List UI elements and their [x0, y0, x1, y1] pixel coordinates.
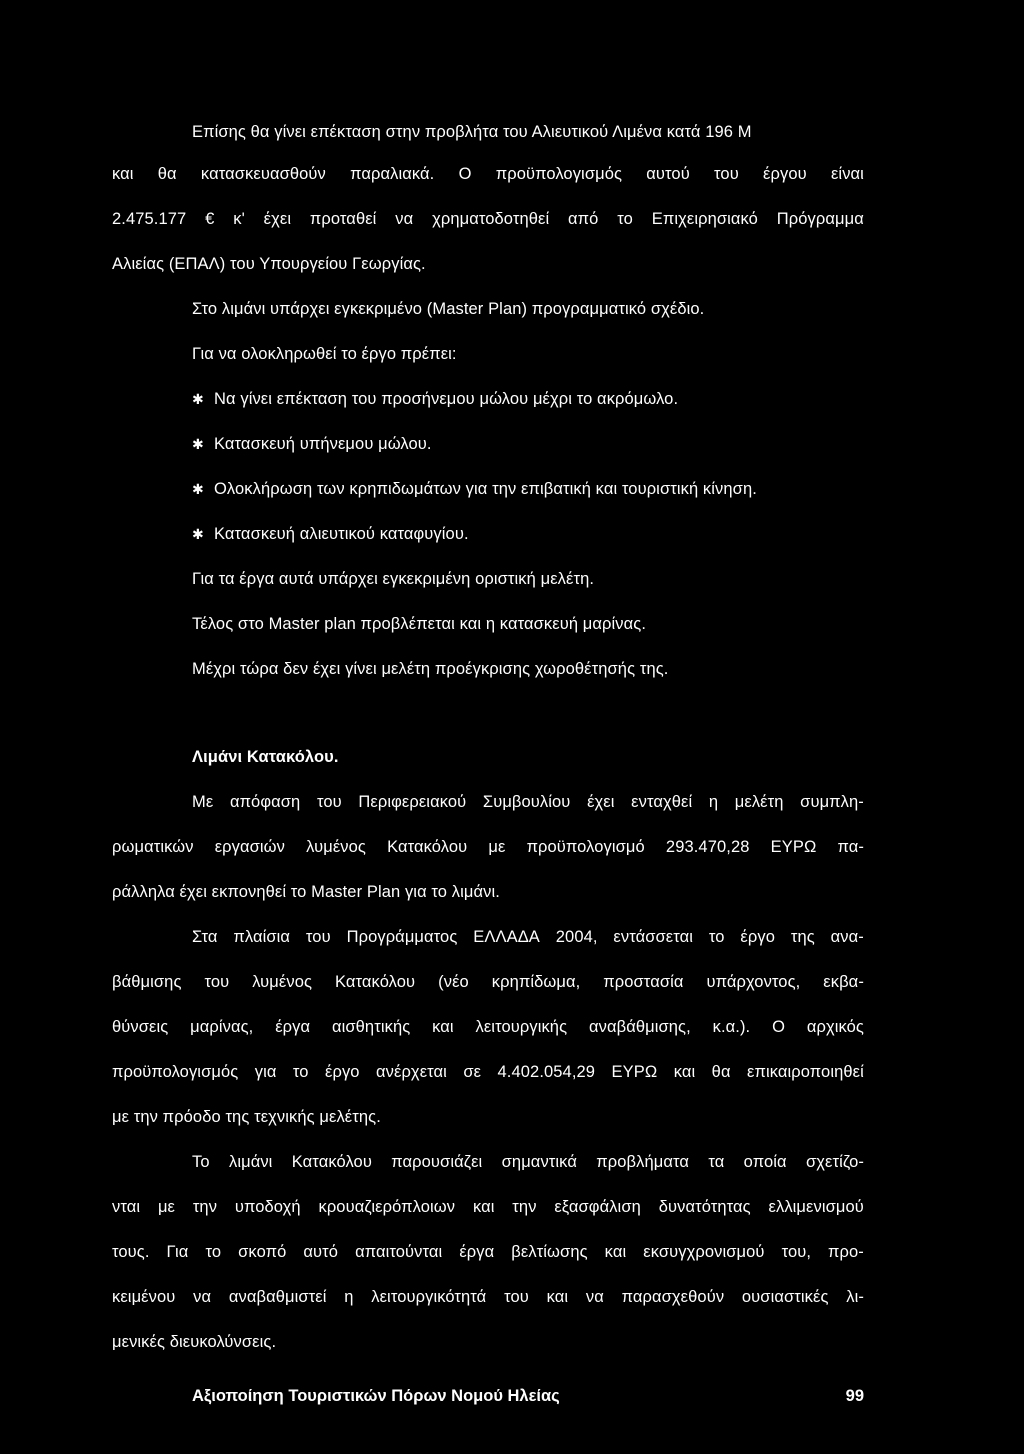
word: έχει: [263, 210, 292, 228]
word: Το: [192, 1153, 210, 1171]
word: απόφαση: [229, 793, 301, 811]
word: μελέτη: [734, 793, 784, 811]
word: Με: [192, 793, 214, 811]
word: η: [344, 1288, 354, 1306]
word: θα: [711, 1063, 731, 1081]
word: ουσιαστικές: [741, 1288, 829, 1306]
paragraph3-line3: [112, 1017, 864, 1037]
bullet-text: Να γίνει επέκταση του προσήνεμου μώλου μέχρι το ακρόμωλο.: [214, 390, 679, 408]
word: και: [432, 1018, 454, 1036]
study-note: Για τα έργα αυτά υπάρχει εγκεκριμένη οριστική μελέτη.: [192, 570, 595, 588]
word: Πρόγραμμα: [776, 210, 864, 228]
paragraph3-line2: [112, 972, 864, 992]
word: 293.470,28: [665, 838, 750, 856]
word: θύνσεις: [112, 1018, 169, 1036]
paragraph1-line4: Αλιείας (ΕΠΑΛ) του Υπουργείου Γεωργίας.: [112, 255, 426, 273]
word: ΕΥΡΩ: [611, 1063, 658, 1081]
asterisk-bullet-icon: ✱: [192, 391, 204, 407]
word: την: [512, 1198, 537, 1216]
word: προβλήματα: [596, 1153, 690, 1171]
paragraph3-line1: [192, 927, 864, 947]
word: την: [192, 1198, 218, 1216]
word: σκοπό: [238, 1243, 287, 1261]
paragraph4-line3: [112, 1242, 864, 1262]
word: βελτίωσης: [511, 1243, 588, 1261]
word: του: [504, 1288, 529, 1306]
word: Στα: [192, 928, 218, 946]
word: το: [708, 928, 725, 946]
word: 2004,: [555, 928, 598, 946]
word: προταθεί: [309, 210, 377, 228]
word: αισθητικής: [331, 1018, 411, 1036]
word: με: [488, 838, 506, 856]
paragraph4-line4: [112, 1287, 864, 1307]
word: αναβάθμισης,: [588, 1018, 691, 1036]
word: ενταχθεί: [631, 793, 693, 811]
word: εξασφάλιση: [554, 1198, 641, 1216]
word: αυτού: [646, 165, 690, 183]
word: και: [472, 1198, 495, 1216]
word: να: [193, 1288, 212, 1306]
word: ΕΥΡΩ: [770, 838, 817, 856]
section-heading: Λιμάνι Κατακόλου.: [192, 748, 339, 766]
word: του: [714, 165, 739, 183]
word: νται: [112, 1198, 141, 1216]
word: θα: [157, 165, 177, 183]
siting-note: Μέχρι τώρα δεν έχει γίνει μελέτη προέγκρισης χωροθέτησής της.: [192, 660, 669, 678]
word: κρουαζιερόπλοιων: [318, 1198, 456, 1216]
word: ανα-: [830, 928, 864, 946]
word: λειτουργικότητά: [371, 1288, 487, 1306]
word: του,: [781, 1243, 812, 1261]
paragraph2-line3: ράλληλα έχει εκπονηθεί το Master Plan για το λιμάνι.: [112, 883, 500, 901]
master-plan-text: Στο λιμάνι υπάρχει εγκεκριμένο (Master Plan) προγραμματικό σχέδιο.: [192, 300, 705, 318]
word: η: [708, 793, 719, 811]
word: κειμένου: [112, 1288, 176, 1306]
word: λι-: [846, 1288, 864, 1306]
marina-note: Τέλος στο Master plan προβλέπεται και η κατασκευή μαρίνας.: [192, 615, 647, 633]
word: απαιτούνται: [355, 1243, 443, 1261]
word: επικαιροποιηθεί: [747, 1063, 864, 1081]
word: προϋπολογισμό: [526, 838, 645, 856]
word: του: [204, 973, 230, 991]
bullet-text: Ολοκλήρωση των κρηπιδωμάτων για την επιβατική και τουριστική κίνηση.: [214, 480, 757, 498]
word: λιμάνι: [228, 1153, 273, 1171]
word: αρχικός: [806, 1018, 864, 1036]
word: τα: [708, 1153, 725, 1171]
word: της: [790, 928, 815, 946]
word: χρηματοδοτηθεί: [432, 210, 550, 228]
paragraph1-line2: [112, 164, 864, 184]
word: Επιχειρησιακό: [651, 210, 758, 228]
word: βάθμισης: [112, 973, 182, 991]
word: υπάρχοντος,: [706, 973, 801, 991]
word: το: [292, 1063, 309, 1081]
word: συμπλη-: [800, 793, 864, 811]
word: να: [585, 1288, 604, 1306]
word: οποία: [743, 1153, 787, 1171]
footer-title: Αξιοποίηση Τουριστικών Πόρων Νομού Ηλείας: [192, 1387, 560, 1405]
word: και: [546, 1288, 569, 1306]
word: έχει: [587, 793, 615, 811]
page-number: 99: [845, 1387, 864, 1405]
word: παραλιακά.: [350, 165, 435, 183]
word: δυνατότητας: [658, 1198, 751, 1216]
word: Ο: [772, 1018, 786, 1036]
bullet-text: Κατασκευή υπήνεμου μώλου.: [214, 435, 432, 453]
word: αυτό: [303, 1243, 339, 1261]
paragraph4-line2: [112, 1197, 864, 1217]
word: το: [205, 1243, 222, 1261]
word: ρωματικών: [112, 838, 194, 856]
word: το: [617, 210, 633, 228]
word: από: [568, 210, 599, 228]
asterisk-bullet-icon: ✱: [192, 436, 204, 452]
word: πα-: [837, 838, 864, 856]
word: 4.402.054,29: [497, 1063, 596, 1081]
bullet-item: [192, 524, 469, 544]
word: εργασιών: [214, 838, 286, 856]
word: Για: [166, 1243, 189, 1261]
word: Κατακόλου: [291, 1153, 372, 1171]
word: Κατακόλου: [387, 838, 468, 856]
bullet-item: [192, 434, 432, 454]
word: Ο: [458, 165, 472, 183]
word: παρασχεθούν: [621, 1288, 725, 1306]
word: αναβαθμιστεί: [228, 1288, 327, 1306]
word: να: [395, 210, 414, 228]
paragraph4-line5: μενικές διευκολύνσεις.: [112, 1333, 277, 1351]
word: έργο: [325, 1063, 360, 1081]
word: €: [205, 210, 215, 228]
paragraph2-line1: [192, 792, 864, 812]
word: και: [673, 1063, 696, 1081]
word: (νέο: [438, 973, 469, 991]
word: ανέρχεται: [376, 1063, 447, 1081]
word: ΕΛΛΑΔΑ: [473, 928, 540, 946]
bullet-item: [192, 479, 757, 499]
word: λυμένος: [306, 838, 366, 856]
word: κατασκευασθούν: [200, 165, 326, 183]
paragraph4-line1: [192, 1152, 864, 1172]
word: σημαντικά: [501, 1153, 577, 1171]
word: έργα: [275, 1018, 311, 1036]
word: προϋπολογισμός: [495, 165, 623, 183]
word: μαρίνας,: [190, 1018, 254, 1036]
word: προ-: [828, 1243, 864, 1261]
paragraph3-line5: με την πρόοδο της τεχνικής μελέτης.: [112, 1108, 381, 1126]
word: παρουσιάζει: [391, 1153, 483, 1171]
word: σε: [463, 1063, 482, 1081]
word: και: [112, 165, 134, 183]
word: του: [316, 793, 342, 811]
word: λειτουργικής: [475, 1018, 568, 1036]
word: και: [604, 1243, 627, 1261]
asterisk-bullet-icon: ✱: [192, 481, 204, 497]
word: για: [254, 1063, 277, 1081]
word: Προγράμματος: [346, 928, 458, 946]
word: με: [157, 1198, 176, 1216]
word: κ': [233, 210, 245, 228]
word: προϋπολογισμός: [112, 1063, 239, 1081]
word: του: [305, 928, 331, 946]
paragraph2-line2: [112, 837, 864, 857]
word: ελλιμενισμού: [768, 1198, 864, 1216]
word: είναι: [830, 165, 864, 183]
paragraph3-line4: [112, 1062, 864, 1082]
word: προστασία: [603, 973, 684, 991]
bullet-item: [192, 389, 678, 409]
word: εντάσσεται: [613, 928, 694, 946]
word: τους.: [112, 1243, 150, 1261]
word: πλαίσια: [233, 928, 291, 946]
word: έργου: [763, 165, 807, 183]
word: έργο: [740, 928, 775, 946]
asterisk-bullet-icon: ✱: [192, 526, 204, 542]
word: λυμένος: [252, 973, 313, 991]
word: 2.475.177: [112, 210, 187, 228]
requirements-intro: Για να ολοκληρωθεί το έργο πρέπει:: [192, 345, 457, 363]
word: εκβα-: [823, 973, 864, 991]
word: Περιφερειακού: [358, 793, 467, 811]
word: εκσυγχρονισμού: [643, 1243, 765, 1261]
word: υποδοχή: [234, 1198, 301, 1216]
bullet-text: Κατασκευή αλιευτικού καταφυγίου.: [214, 525, 469, 543]
paragraph1-line3: [112, 209, 864, 229]
word: έργα: [459, 1243, 495, 1261]
word: Συμβουλίου: [482, 793, 571, 811]
word: Κατακόλου: [334, 973, 416, 991]
word: σχετίζο-: [805, 1153, 864, 1171]
word: κρηπίδωμα,: [491, 973, 581, 991]
paragraph1-line1: Επίσης θα γίνει επέκταση στην προβλήτα του Αλιευτικού Λιμένα κατά 196 Μ: [192, 123, 752, 141]
word: κ.α.).: [712, 1018, 751, 1036]
